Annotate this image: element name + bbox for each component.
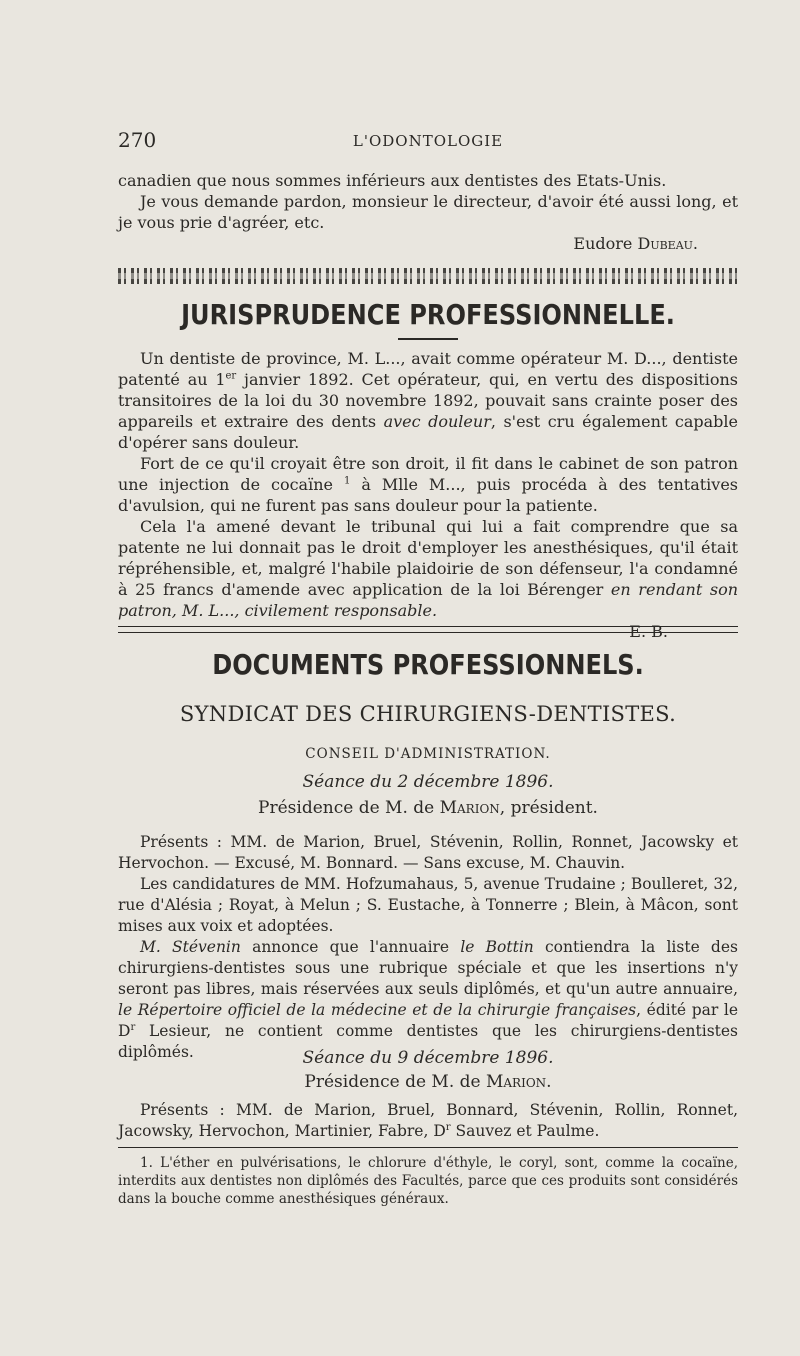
letter-paragraph: Je vous demande pardon, monsieur le directeur, d'avoir été aussi long, et je vous prie d'agréer, etc.	[118, 192, 738, 232]
heading-rule	[398, 338, 458, 340]
minutes-1	[118, 832, 738, 1063]
article-signature: E. B.	[629, 622, 668, 641]
letter-signature: Eudore Dubeau.	[573, 234, 698, 253]
section-heading: DOCUMENTS PROFESSIONNELS.	[212, 648, 644, 681]
ornamental-divider	[118, 268, 738, 284]
syndicat-title: SYNDICAT DES CHIRURGIENS-DENTISTES.	[179, 702, 677, 726]
double-rule-divider	[118, 626, 738, 633]
body-paragraph: Présents : MM. de Marion, Bruel, Stévenin, Rollin, Ronnet, Jacowsky et Hervochon. — Excusé, M. Bonnard. — Sans excuse, M. Chauvin.	[118, 833, 738, 872]
journal-title: L'ODONTOLOGIE	[352, 132, 504, 150]
body-paragraph: Cela l'a amené devant le tribunal qui lui a fait comprendre que sa patente ne lui donnait pas le droit d'employer les anesthésiques, qu'il était répréhensible, et, malgré l'habile plaidoirie de son défenseur, l'a condamné à 25 francs d'amende avec application de la loi Bérenger en rendant son patron, M. L..., civilement responsable.	[118, 517, 739, 620]
documents-section	[118, 648, 738, 681]
footnote-rule	[118, 1147, 738, 1148]
conseil-title: CONSEIL D'ADMINISTRATION.	[305, 746, 551, 762]
running-head	[118, 128, 738, 158]
body-paragraph: Fort de ce qu'il croyait être son droit, il fit dans le cabinet de son patron une injection de cocaïne $^1$ à Mlle M..., puis procéda à des tentatives d'avulsion, qui ne furent pas sans douleur pour la patiente.	[118, 454, 738, 515]
jurisprudence-body	[118, 348, 738, 642]
page-number: 270	[118, 128, 157, 152]
body-paragraph: Les candidatures de MM. Hofzumahaus, 5, avenue Trudaine ; Boulleret, 32, rue d'Alésia ; Royat, à Melun ; S. Eustache, à Tonnerre ; Blein, à Mâcon, sont mises aux voix et adoptées.	[118, 875, 738, 935]
meeting-date-2: Séance du 9 décembre 1896.	[302, 1048, 554, 1068]
jurisprudence-section	[118, 298, 738, 331]
meeting-date-1: Séance du 2 décembre 1896.	[302, 772, 554, 792]
body-paragraph: M. Stévenin annonce que l'annuaire le Bottin contiendra la liste des chirurgiens-dentistes sous une rubrique spéciale et que les insertions n'y seront pas libres, mais réservées aux seuls diplômés, et qu'un autre annuaire, le Répertoire officiel de la médecine et de la chirurgie françaises, édité par le $D^r$ Lesieur, ne contient comme dentistes que les chirurgiens-dentistes diplômés.	[118, 938, 738, 1061]
presidence-2: Présidence de M. de Marion.	[304, 1072, 552, 1092]
presidence-1: Présidence de M. de Marion, président.	[258, 798, 598, 818]
minutes-2	[118, 1100, 738, 1142]
footnote: 1. L'éther en pulvérisations, le chlorure d'éthyle, le coryl, sont, comme la cocaïne, interdits aux dentistes non diplômés des Facultés, parce que ces produits sont considérés dans la bouche comme anesthésiques généraux.	[118, 1155, 738, 1207]
letter-ending	[118, 170, 738, 254]
section-heading: JURISPRUDENCE PROFESSIONNELLE.	[181, 298, 675, 331]
body-paragraph: Un dentiste de province, M. L..., avait comme opérateur M. D..., dentiste patenté au 1er janvier 1892. Cet opérateur, qui, en vertu des dispositions transitoires de la loi du 30 novembre 1892, pouvait sans crainte poser des appareils et extraire des dents avec douleur, s'est cru également capable d'opérer sans douleur.	[118, 349, 739, 452]
body-paragraph: Présents : MM. de Marion, Bruel, Bonnard, Stévenin, Rollin, Ronnet, Jacowsky, Hervochon, Martinier, Fabre, $D^r$ Sauvez et Paulme.	[118, 1101, 738, 1140]
letter-paragraph: canadien que nous sommes inférieurs aux dentistes des Etats-Unis.	[118, 171, 667, 190]
